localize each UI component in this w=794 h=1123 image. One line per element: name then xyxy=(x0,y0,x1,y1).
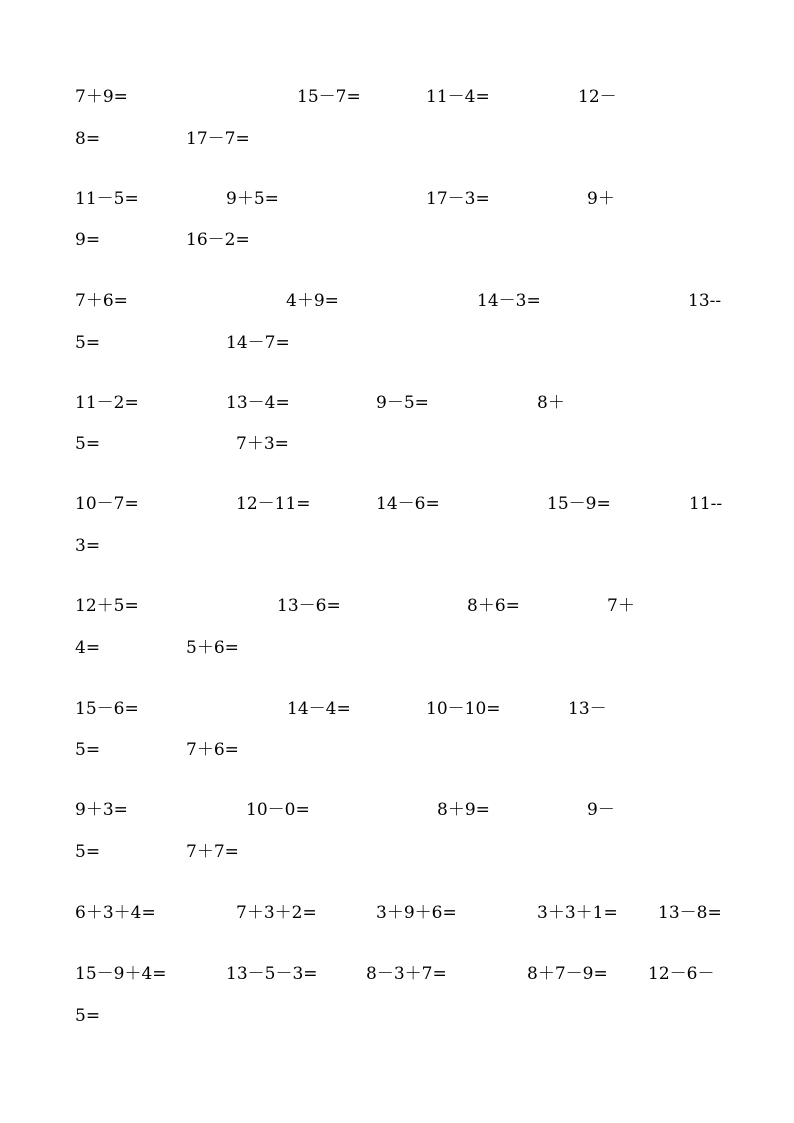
math-problem: 15－7= xyxy=(297,87,361,107)
math-problem: 10－0= xyxy=(246,800,310,820)
math-problem: 12－11= xyxy=(236,494,311,514)
math-problem: 14－4= xyxy=(287,699,351,719)
math-problem: 10－7= xyxy=(75,494,139,514)
math-problem: 6＋3＋4= xyxy=(75,903,156,923)
math-problem: 8＋9= xyxy=(437,800,490,820)
math-problem: 15－9= xyxy=(547,494,611,514)
math-problem: 9＋5= xyxy=(226,189,279,209)
math-problem: 7＋3= xyxy=(236,434,289,454)
math-problem: 12＋5= xyxy=(75,596,139,616)
math-problem: 13－8= xyxy=(658,903,722,923)
math-problem: 8＋ xyxy=(537,393,565,413)
math-problem: 3＋3＋1= xyxy=(537,903,618,923)
math-problem: 9＋3= xyxy=(75,800,128,820)
math-problem: 7＋6= xyxy=(75,291,128,311)
math-problem: 9= xyxy=(75,230,101,250)
math-problem: 5= xyxy=(75,842,101,862)
math-problem: 13－5－3= xyxy=(226,964,318,984)
math-problem: 14－7= xyxy=(226,333,290,353)
math-problem: 12－6－ xyxy=(648,964,715,984)
math-problem: 7＋ xyxy=(607,596,635,616)
math-problem: 13－ xyxy=(568,699,607,719)
math-problem: 9＋ xyxy=(587,189,615,209)
math-problem: 3= xyxy=(75,536,101,556)
math-problem: 4= xyxy=(75,638,101,658)
math-problem: 5= xyxy=(75,333,101,353)
math-problem: 11-- xyxy=(689,494,723,514)
math-problem: 3＋9＋6= xyxy=(376,903,457,923)
math-problem: 5＋6= xyxy=(186,638,239,658)
math-problem: 7＋7= xyxy=(186,842,239,862)
math-problem: 8= xyxy=(75,129,101,149)
math-problem: 14－3= xyxy=(477,291,541,311)
math-problem: 5= xyxy=(75,740,101,760)
math-problem: 11－5= xyxy=(75,189,139,209)
math-problem: 8＋6= xyxy=(467,596,520,616)
math-problem: 5= xyxy=(75,1006,101,1026)
math-problem: 4＋9= xyxy=(286,291,339,311)
math-problem: 7＋3＋2= xyxy=(236,903,317,923)
math-problem: 12－ xyxy=(578,87,617,107)
math-problem: 8－3＋7= xyxy=(366,964,447,984)
math-problem: 16－2= xyxy=(186,230,250,250)
math-problem: 11－2= xyxy=(75,393,139,413)
math-problem: 17－3= xyxy=(426,189,490,209)
math-problem: 7＋9= xyxy=(75,87,128,107)
math-problem: 11－4= xyxy=(426,87,490,107)
math-problem: 10－10= xyxy=(426,699,501,719)
math-problem: 13-- xyxy=(688,291,722,311)
math-problem: 9－5= xyxy=(376,393,429,413)
math-problem: 5= xyxy=(75,434,101,454)
math-problem: 17－7= xyxy=(186,129,250,149)
math-problem: 15－9＋4= xyxy=(75,964,167,984)
math-problem: 9－ xyxy=(587,800,615,820)
math-problem: 15－6= xyxy=(75,699,139,719)
math-problem: 13－4= xyxy=(226,393,290,413)
math-problem: 7＋6= xyxy=(186,740,239,760)
math-problem: 8＋7－9= xyxy=(527,964,608,984)
math-problem: 13－6= xyxy=(277,596,341,616)
math-problem: 14－6= xyxy=(376,494,440,514)
